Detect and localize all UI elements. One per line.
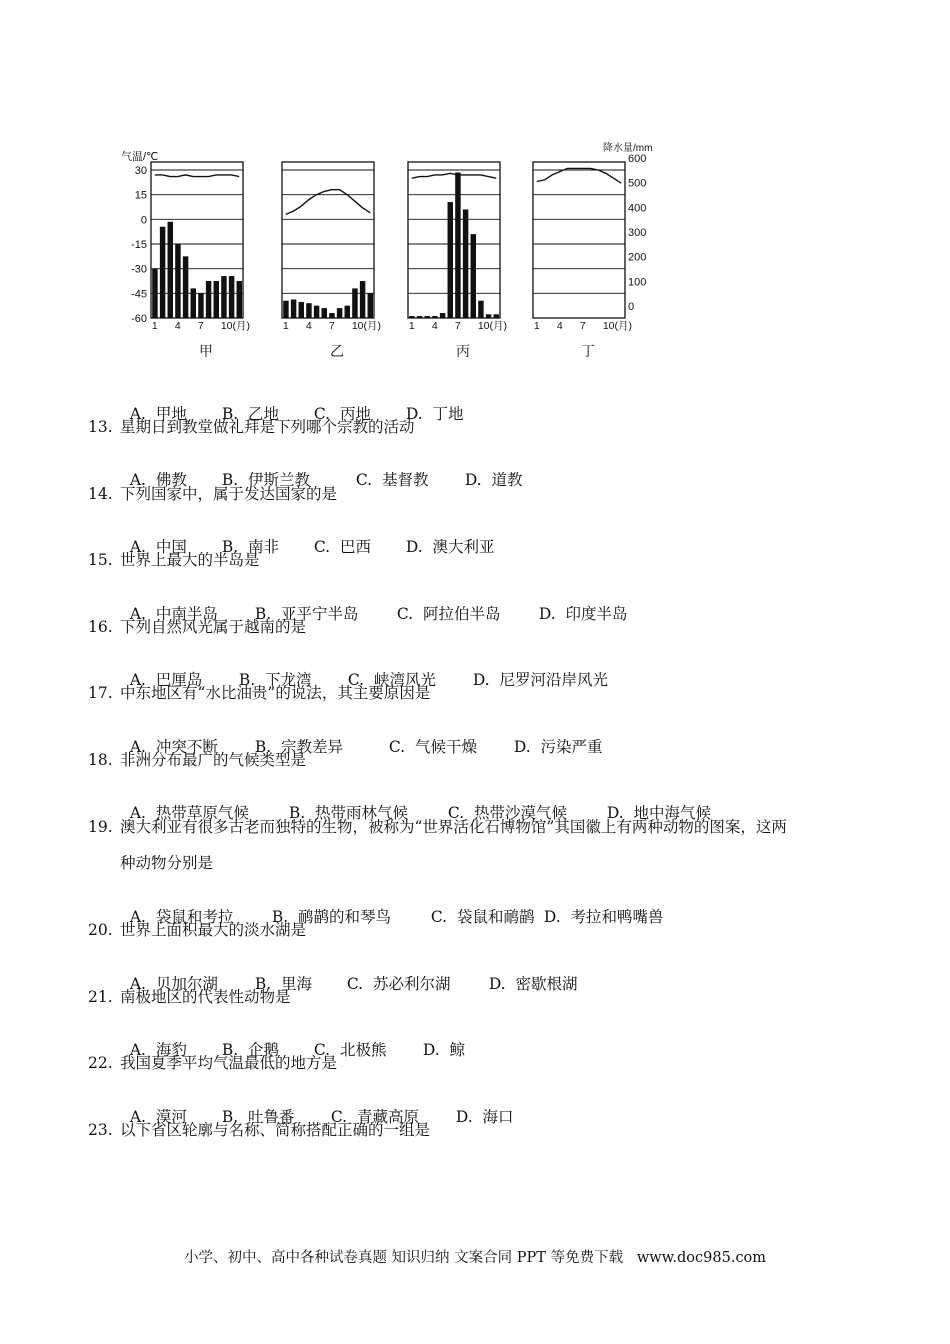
question-stem: 世界上最大的半岛是	[120, 551, 260, 569]
question-number: 16.	[88, 618, 113, 636]
precip-bar	[183, 256, 188, 318]
temperature-line	[537, 168, 621, 183]
panel-label: 甲	[199, 343, 213, 359]
option-a[interactable]: A. 甲地	[129, 405, 187, 423]
panel-label: 丙	[456, 343, 470, 359]
month-tick-label: 4	[556, 320, 563, 332]
month-tick-label: 4	[174, 320, 181, 332]
option-d[interactable]: D. 海口	[455, 1108, 514, 1126]
precip-bar	[322, 308, 327, 318]
precip-bar	[440, 313, 445, 318]
option-c[interactable]: C. 苏必利尔湖	[346, 975, 451, 993]
option-d[interactable]: D. 污染严重	[513, 738, 603, 756]
precip-bar	[160, 227, 165, 318]
question-stem: 世界上面积最大的淡水湖是	[120, 921, 307, 939]
option-b[interactable]: B. 宗教差异	[254, 738, 344, 756]
question-stem: 我国夏季平均气温最低的地方是	[120, 1054, 338, 1072]
precip-bar	[486, 314, 491, 318]
question-number: 20.	[88, 921, 113, 939]
chart-frame	[533, 162, 625, 318]
option-c[interactable]: C. 北极熊	[313, 1041, 387, 1059]
precip-bar	[360, 281, 365, 318]
precip-bar	[455, 172, 460, 318]
temp-tick-label: -60	[131, 313, 147, 325]
precip-bar	[306, 303, 311, 318]
month-tick-label: 7	[579, 320, 586, 332]
option-b[interactable]: B. 伊斯兰教	[221, 471, 311, 489]
precip-bar	[299, 302, 304, 318]
precip-bar	[214, 281, 219, 318]
month-tick-label: 7	[454, 320, 461, 332]
temp-tick-label: -15	[131, 239, 147, 251]
precip-tick-label: 500	[628, 177, 647, 190]
option-d[interactable]: D. 鲸	[422, 1041, 466, 1059]
option-d[interactable]: D. 考拉和鸭嘴兽	[543, 908, 664, 926]
question-14	[88, 484, 337, 504]
precip-bar	[291, 300, 296, 319]
precip-bar	[229, 276, 234, 318]
question-16	[88, 617, 306, 637]
precip-tick-label: 200	[628, 251, 647, 264]
option-c[interactable]: C. 青藏高原	[330, 1108, 419, 1126]
option-a[interactable]: A. 热带草原气候	[129, 804, 249, 822]
precip-bar	[432, 316, 437, 318]
month-tick-label: 7	[197, 320, 204, 332]
month-tick-label: 10(月)	[477, 320, 508, 332]
temp-tick-label: -30	[131, 263, 147, 276]
month-tick-label: 10(月)	[351, 320, 382, 332]
option-d[interactable]: D. 澳大利亚	[405, 538, 495, 556]
option-d[interactable]: D. 道教	[464, 471, 523, 489]
precip-bar	[191, 288, 196, 318]
question-13	[88, 417, 415, 437]
month-tick-label: 7	[328, 320, 335, 332]
option-b[interactable]: B. 里海	[254, 975, 313, 993]
temperature-line	[155, 175, 239, 177]
precip-bar	[168, 222, 173, 318]
option-b[interactable]: B. 企鹅	[221, 1041, 280, 1059]
option-d[interactable]: D. 地中海气候	[606, 804, 712, 822]
month-tick-label: 1	[533, 320, 540, 332]
question-15	[88, 550, 260, 570]
page-footer: 小学、初中、高中各种试卷真题 知识归纳 文案合同 PPT 等免费下载 www.doc985.com	[183, 1250, 767, 1266]
option-b[interactable]: B. 吐鲁番	[221, 1108, 295, 1126]
option-d[interactable]: D. 丁地	[405, 405, 464, 423]
precip-bar	[152, 269, 157, 318]
question-19	[88, 817, 787, 837]
month-tick-label: 10(月)	[220, 320, 251, 332]
month-tick-label: 4	[305, 320, 312, 332]
question-number: 21.	[88, 988, 113, 1006]
option-c[interactable]: C. 气候干燥	[388, 738, 477, 756]
option-a[interactable]: A. 佛教	[129, 471, 187, 489]
option-b[interactable]: B. 下龙湾	[238, 671, 312, 689]
option-a[interactable]: A. 巴厘岛	[129, 671, 203, 689]
option-c[interactable]: C. 热带沙漠气候	[447, 804, 567, 822]
precip-bar	[409, 316, 414, 318]
precip-tick-label: 300	[628, 227, 647, 239]
precip-bar	[206, 281, 211, 318]
option-a[interactable]: A. 袋鼠和考拉	[129, 908, 234, 926]
question-stem: 以下省区轮廓与名称、简称搭配正确的一组是	[120, 1121, 431, 1139]
question-17	[88, 683, 430, 703]
climate-charts	[0, 0, 950, 380]
question-stem: 下列自然风光属于越南的是	[120, 618, 307, 636]
precip-tick-label: 600	[628, 153, 647, 165]
precip-bar	[345, 306, 350, 318]
precip-bar	[368, 293, 373, 318]
precip-bar	[221, 276, 226, 318]
temp-axis-title: 气温/℃	[121, 151, 159, 163]
question-stem: 星期日到教堂做礼拜是下列哪个宗教的活动	[120, 418, 415, 436]
question-number: 13.	[88, 418, 113, 436]
question-number: 18.	[88, 751, 113, 769]
question-number: 17.	[88, 684, 113, 702]
month-tick-label: 1	[408, 320, 415, 332]
temp-tick-label: -45	[131, 288, 147, 301]
precip-bar	[329, 313, 334, 318]
month-tick-label: 4	[431, 320, 438, 332]
precip-bar	[425, 316, 430, 318]
option-b[interactable]: B. 热带雨林气候	[288, 804, 409, 822]
option-a[interactable]: A. 中南半岛	[129, 605, 218, 623]
question-stem: 澳大利亚有很多古老而独特的生物，被称为“世界活化石博物馆”其国徽上有两种动物的图案，这两	[120, 818, 787, 836]
precip-bar	[463, 209, 468, 318]
panel-label: 乙	[330, 343, 344, 359]
option-a[interactable]: A. 冲突不断	[129, 738, 218, 756]
question-number: 15.	[88, 551, 113, 569]
chart-frame	[408, 162, 500, 318]
precip-bar	[417, 316, 422, 318]
option-d[interactable]: D. 尼罗河沿岸风光	[472, 671, 609, 689]
month-tick-label: 10(月)	[602, 320, 633, 332]
temperature-line	[412, 173, 496, 178]
precip-bar	[337, 308, 342, 318]
question-18	[88, 750, 306, 770]
option-c[interactable]: C. 阿拉伯半岛	[396, 605, 501, 623]
option-a[interactable]: A. 漠河	[129, 1108, 187, 1126]
precip-bar	[471, 234, 476, 318]
option-b[interactable]: B. 南非	[221, 538, 280, 556]
question-number: 22.	[88, 1054, 113, 1072]
precip-bar	[198, 293, 203, 318]
panel-label: 丁	[581, 343, 595, 359]
temp-tick-label: 0	[140, 214, 147, 227]
question-stem: 非洲分布最广的气候类型是	[120, 751, 307, 769]
precip-bar	[494, 314, 499, 318]
question-number: 14.	[88, 485, 113, 503]
option-c[interactable]: C. 巴西	[313, 538, 371, 556]
option-d[interactable]: D. 印度半岛	[538, 605, 628, 623]
option-c[interactable]: C. 基督教	[355, 471, 429, 489]
question-number: 23.	[88, 1121, 113, 1139]
option-c[interactable]: C. 丙地	[313, 405, 371, 423]
precip-axis-title: 降水量/mm	[603, 143, 653, 154]
precip-bar	[175, 244, 180, 318]
option-b[interactable]: B. 鸸鹋的和琴鸟	[271, 908, 392, 926]
option-a[interactable]: A. 中国	[129, 538, 187, 556]
precip-tick-label: 0	[628, 301, 635, 313]
question-stem: 南极地区的代表性动物是	[120, 988, 291, 1006]
option-a[interactable]: A. 海豹	[129, 1041, 187, 1059]
option-b[interactable]: B. 亚平宁半岛	[254, 605, 359, 623]
option-c[interactable]: C. 峡湾风光	[347, 671, 436, 689]
question-22	[88, 1053, 337, 1073]
question-number: 19.	[88, 818, 113, 836]
option-b[interactable]: B. 乙地	[221, 405, 280, 423]
option-c[interactable]: C. 袋鼠和鸸鹋	[430, 908, 535, 926]
precip-bar	[478, 301, 483, 318]
month-tick-label: 1	[282, 320, 289, 332]
temp-tick-label: 30	[134, 165, 147, 177]
precip-tick-label: 100	[628, 276, 647, 289]
temperature-line	[286, 190, 370, 215]
question-stem: 中东地区有“水比油贵”的说法，其主要原因是	[120, 684, 431, 702]
question-19-continuation: 种动物分别是	[120, 854, 214, 872]
precip-bar	[237, 281, 242, 318]
question-23	[88, 1120, 430, 1140]
temp-tick-label: 15	[134, 189, 147, 202]
question-20	[88, 920, 306, 940]
month-tick-label: 1	[151, 320, 158, 332]
precip-bar	[448, 202, 453, 318]
option-a[interactable]: A. 贝加尔湖	[129, 975, 218, 993]
precip-bar	[283, 301, 288, 318]
precip-bar	[352, 288, 357, 318]
option-d[interactable]: D. 密歇根湖	[488, 975, 578, 993]
question-stem: 下列国家中，属于发达国家的是	[120, 485, 338, 503]
precip-bar	[314, 306, 319, 318]
question-21	[88, 987, 291, 1007]
precip-tick-label: 400	[628, 202, 647, 215]
